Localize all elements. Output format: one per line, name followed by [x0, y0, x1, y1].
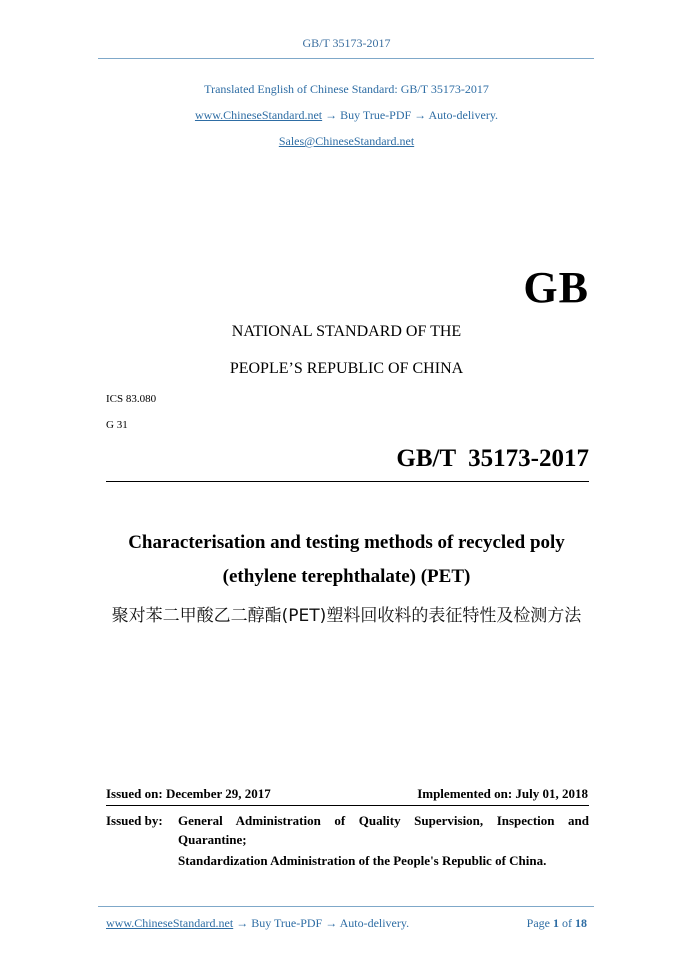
- header-rule: [98, 58, 594, 59]
- issued-by-label: Issued by:: [106, 813, 163, 828]
- buy-text: → Buy True-PDF → Auto-delivery.: [325, 108, 499, 122]
- issued-by-line1: General Administration of Quality Supervision, Inspection and: [178, 813, 589, 828]
- page-indicator: [527, 916, 587, 931]
- promo-links: [0, 108, 693, 123]
- translation-note: Translated English of Chinese Standard: GB/T 35173-2017: [204, 82, 489, 96]
- footer-rule: [98, 906, 594, 907]
- issued-on: Issued on: December 29, 2017: [106, 786, 271, 801]
- national-standard-line2: PEOPLE’S REPUBLIC OF CHINA: [229, 360, 464, 377]
- page-number: 1: [553, 916, 559, 930]
- issue-rule: [106, 805, 589, 806]
- standard-number-rule: [106, 481, 589, 482]
- page-of-label: of: [562, 916, 572, 930]
- ics-code: ICS 83.080: [106, 393, 157, 405]
- title-english-line2: (ethylene terephthalate) (PET): [222, 566, 471, 587]
- site-link[interactable]: www.ChineseStandard.net: [194, 108, 323, 122]
- issued-by-line3: Standardization Administration of the People's Republic of China.: [178, 853, 547, 868]
- sales-line: [0, 134, 693, 149]
- standard-number: GB/T 35173-2017: [396, 445, 589, 472]
- footer-links: [106, 916, 409, 931]
- sales-email-link[interactable]: Sales@ChineseStandard.net: [278, 134, 415, 148]
- title-english-line1: Characterisation and testing methods of recycled poly: [128, 532, 565, 553]
- title-chinese: 聚对苯二甲酸乙二醇酯(PET)塑料回收料的表征特性及检测方法: [111, 606, 582, 626]
- gb-mark: GB: [523, 263, 589, 312]
- implemented-on: Implemented on: July 01, 2018: [417, 786, 588, 801]
- footer-site-link[interactable]: www.ChineseStandard.net: [106, 916, 234, 930]
- issued-by-line2: Quarantine;: [178, 832, 247, 847]
- national-standard-line1: NATIONAL STANDARD OF THE: [231, 323, 462, 340]
- running-header: GB/T 35173-2017: [302, 36, 391, 50]
- page-total: 18: [575, 916, 587, 930]
- page-label: Page: [526, 916, 550, 930]
- footer-buy-text: → Buy True-PDF → Auto-delivery.: [236, 916, 410, 930]
- g-code: G 31: [106, 419, 128, 431]
